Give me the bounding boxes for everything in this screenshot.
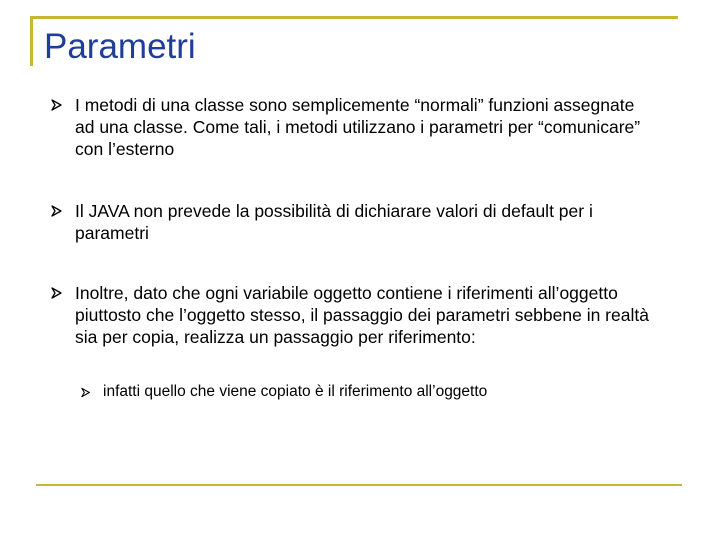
bullet-text: Il JAVA non prevede la possibilità di dichiarare valori di default per i parametri — [75, 201, 593, 243]
arrowhead-bullet-icon — [81, 387, 91, 398]
left-accent-rule — [30, 16, 33, 66]
top-accent-rule — [30, 16, 678, 19]
bottom-accent-rule — [36, 484, 682, 486]
bullet-text: Inoltre, dato che ogni variabile oggetto contiene i riferimenti all’oggetto piuttosto che l’oggetto stesso, il passaggio dei parametri sebbene in realtà sia per copia, realizza un passaggio per riferimento: — [75, 283, 649, 347]
sub-bullet-text: infatti quello che viene copiato è il riferimento all’oggetto — [103, 383, 488, 400]
slide-title: Parametri — [44, 27, 196, 66]
bullet-text: I metodi di una classe sono semplicemente “normali” funzioni assegnate ad una classe. Come tali, i metodi utilizzano i parametri per “comunicare” con l’esterno — [75, 95, 641, 159]
arrowhead-bullet-icon — [51, 287, 63, 299]
arrowhead-bullet-icon — [51, 99, 63, 111]
arrowhead-bullet-icon — [51, 205, 63, 217]
